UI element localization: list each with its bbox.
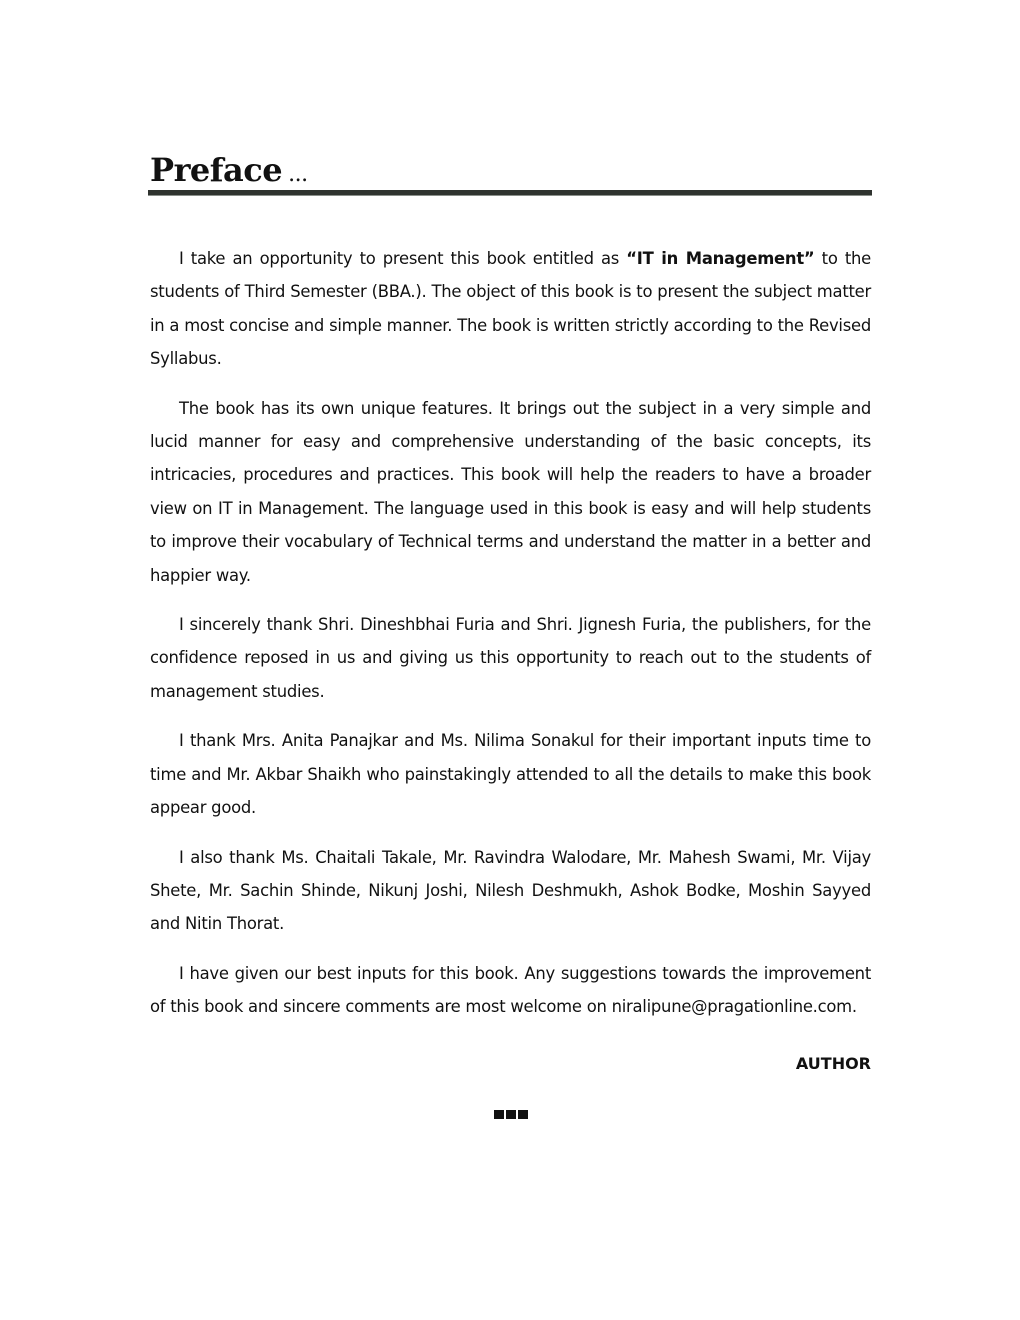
title-underline-divider <box>148 190 872 196</box>
end-square-icon <box>518 1110 528 1119</box>
preface-page <box>150 150 871 1123</box>
preface-body <box>150 242 871 1024</box>
section-end-marks <box>150 1107 871 1123</box>
author-signature: AUTHOR <box>795 1053 871 1073</box>
paragraph-thanks-publishers: I sincerely thank Shri. Dineshbhai Furia and Shri. Jignesh Furia, the publishers, for the confidence reposed in us and giving us this opportunity to reach out to the students of management studies. <box>150 615 871 701</box>
paragraph-features: The book has its own unique features. It brings out the subject in a very simple and lucid manner for easy and comprehensive understanding of the basic concepts, its intricacies, procedures and practices. This book will help the readers to have a broader view on IT in Management. The language used in this book is easy and will help students to improve their vocabulary of Technical terms and understand the matter in a better and happier way. <box>150 398 871 585</box>
page-title <box>150 150 871 190</box>
paragraph-thanks-inputs: I thank Mrs. Anita Panajkar and Ms. Nilima Sonakul for their important inputs time to time and Mr. Akbar Shaikh who painstakingly attended to all the details to make this book appear good. <box>150 731 871 818</box>
page-title-text: Preface <box>150 151 283 189</box>
paragraph-intro-before: I take an opportunity to present this book entitled as <box>179 249 627 268</box>
book-title-emphasis: “IT in Management” <box>626 249 815 268</box>
paragraph-intro-after: to the students of Third Semester (BBA.). The object of this book is to present the subject matter in a most concise and simple manner. The book is written strictly according to the Revised Syllabus. <box>150 249 871 369</box>
paragraph-intro <box>150 242 871 376</box>
page-title-ellipsis: ... <box>288 162 308 187</box>
end-square-icon <box>494 1110 504 1119</box>
paragraph-thanks-team: I also thank Ms. Chaitali Takale, Mr. Ravindra Walodare, Mr. Mahesh Swami, Mr. Vijay Shete, Mr. Sachin Shinde, Nikunj Joshi, Nilesh Deshmukh, Ashok Bodke, Moshin Sayyed and Nitin Thorat. <box>150 847 871 934</box>
end-square-icon <box>506 1110 516 1119</box>
paragraph-suggestions: I have given our best inputs for this book. Any suggestions towards the improvement of this book and sincere comments are most welcome on niralipune@pragationline.com. <box>150 963 871 1017</box>
